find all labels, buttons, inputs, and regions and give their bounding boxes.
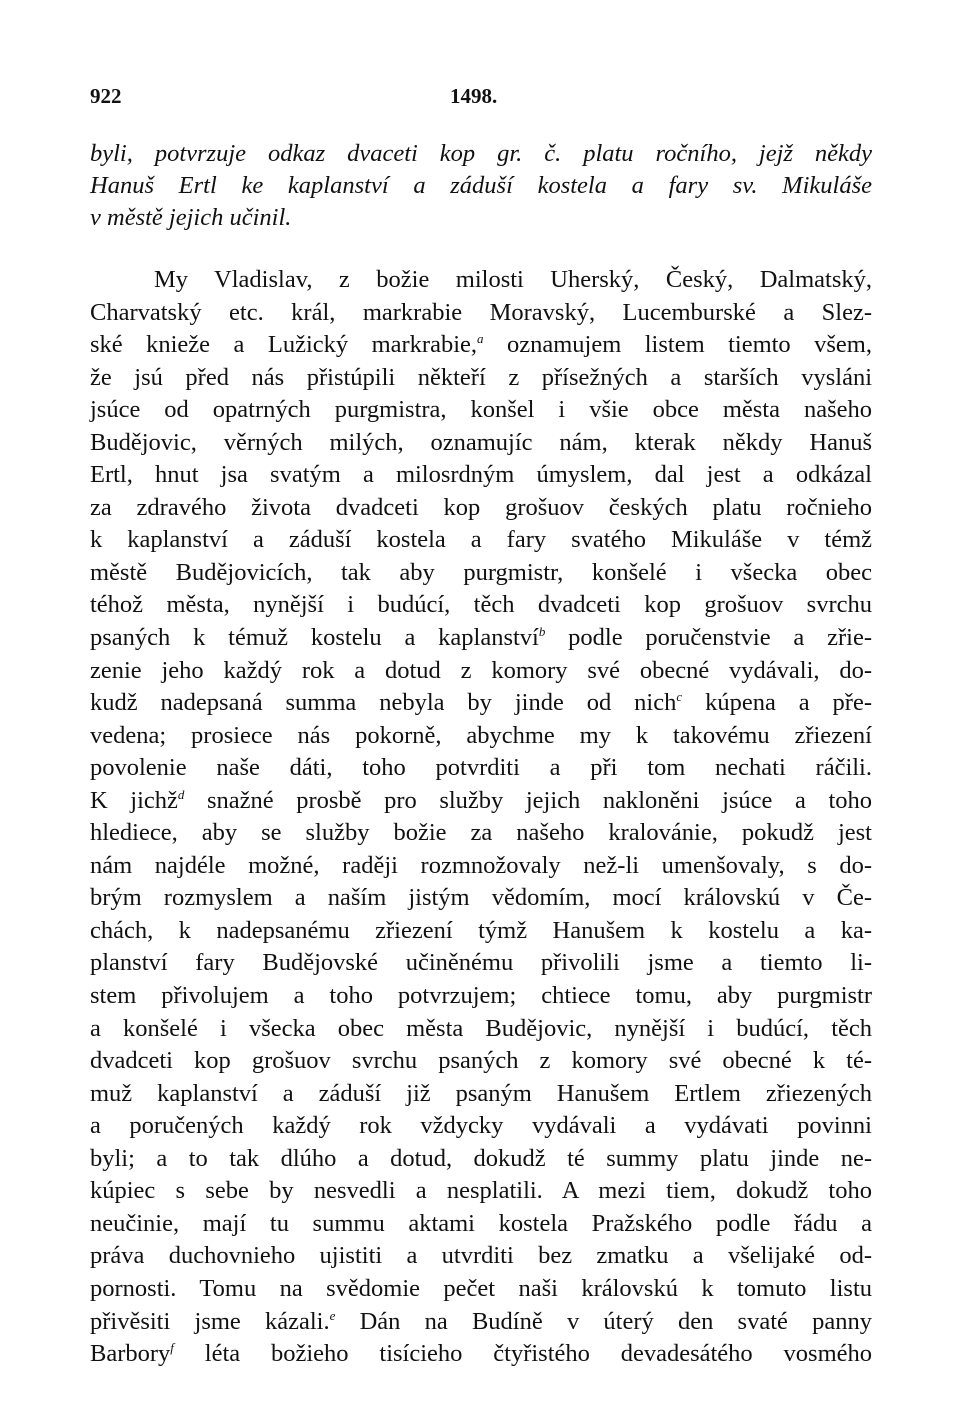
text-line xyxy=(90,459,872,492)
footnote-marker: e xyxy=(329,1307,336,1323)
text-line xyxy=(90,1143,872,1176)
text-line xyxy=(90,1240,872,1273)
text-segment: brým rozmyslem a naším jistým vědomím, mocí královskú v Če- xyxy=(90,884,872,912)
text-segment: pornosti. Tomu na svědomie pečet naši královskú k tomuto listu xyxy=(90,1274,872,1302)
text-line xyxy=(90,1273,872,1306)
text-line xyxy=(90,882,872,915)
text-line xyxy=(90,1045,872,1078)
text-segment: zenie jeho každý rok a dotud z komory své obecné vydávali, do- xyxy=(90,656,872,684)
text-line xyxy=(90,752,872,785)
text-line xyxy=(90,785,872,818)
text-line xyxy=(90,1110,872,1143)
text-line xyxy=(90,264,872,297)
text-segment: Ertl, hnut jsa svatým a milosrdným úmyslem, dal jest a odkázal xyxy=(90,461,872,489)
text-segment: ské knieže a Lužický markrabie, xyxy=(90,331,478,359)
text-segment: stem přivolujem a toho potvrzujem; chtiece tomu, aby purgmistr xyxy=(90,982,872,1010)
text-segment: k kaplanství a záduší kostela a fary svatého Mikuláše v témž xyxy=(90,526,872,554)
text-line xyxy=(90,492,872,525)
book-page xyxy=(90,84,872,1371)
text-segment: My Vladislav, z božie milosti Uherský, Český, Dalmatský, xyxy=(154,266,872,293)
text-line xyxy=(90,687,872,720)
text-segment: kudž nadepsaná summa nebyla by jinde od nich xyxy=(90,689,677,717)
text-segment: oznamujem listem tiemto všem, xyxy=(483,331,872,359)
text-segment: psaných k témuž kostelu a kaplanství xyxy=(90,624,539,652)
text-segment: jsúce od opatrných purgmistra, konšel i všie obce města našeho xyxy=(90,396,872,424)
text-line xyxy=(90,1338,872,1371)
text-segment: kúpiec s sebe by nesvedli a nesplatili. A mezi tiem, dokudž toho xyxy=(90,1177,872,1205)
text-line xyxy=(90,1078,872,1111)
text-segment: téhož města, nynější i budúcí, těch dvadceti kop grošuov svrchu xyxy=(90,591,872,619)
text-line xyxy=(90,362,872,395)
text-line xyxy=(90,915,872,948)
regest-summary xyxy=(90,138,872,234)
text-segment: léta božieho tisícieho čtyřistého devadesátého vosmého xyxy=(173,1340,872,1368)
footnote-marker: f xyxy=(170,1340,174,1356)
text-segment: podle poručenstvie a zřie- xyxy=(545,624,873,652)
text-segment: kúpena a pře- xyxy=(682,689,872,717)
text-line xyxy=(90,980,872,1013)
text-line xyxy=(90,817,872,850)
footnote-marker: b xyxy=(538,624,546,640)
text-segment: Budějovic, věrných milých, oznamujíc nám, kterak někdy Hanuš xyxy=(90,428,872,456)
text-segment: chách, k nadepsanému zřiezení týmž Hanušem k kostelu a ka- xyxy=(90,916,872,944)
text-segment: nám najdéle možné, raději rozmnožovaly než-li umenšovaly, s do- xyxy=(90,851,872,879)
text-line xyxy=(90,524,872,557)
page-header xyxy=(90,84,872,118)
text-segment: planství fary Budějovské učiněnému přivolili jsme a tiemto li- xyxy=(90,949,872,977)
text-segment: Dán na Budíně v úterý den svaté panny xyxy=(335,1307,872,1335)
regest-line: v městě jejich učinil. xyxy=(90,204,292,231)
footnote-marker: c xyxy=(676,689,683,705)
text-line xyxy=(90,720,872,753)
text-segment: Charvatský etc. král, markrabie Moravský, Lucemburské a Slez- xyxy=(90,298,872,326)
text-line xyxy=(90,427,872,460)
text-segment: Barbory xyxy=(90,1340,171,1368)
text-segment: povolenie naše dáti, toho potvrditi a při tom nechati ráčili. xyxy=(90,754,872,782)
text-segment: a konšelé i všecka obec města Budějovic, nynější i budúcí, těch xyxy=(90,1014,872,1042)
text-segment: práva duchovnieho ujistiti a utvrditi bez zmatku a všelijaké od- xyxy=(90,1242,872,1270)
text-line xyxy=(90,297,872,330)
text-segment: a poručených každý rok vždycky vydávali a vydávati povinni xyxy=(90,1112,872,1140)
text-line xyxy=(90,1306,872,1339)
text-segment: hlediece, aby se služby božie za našeho kralovánie, pokudž jest xyxy=(90,819,872,847)
text-line xyxy=(90,622,872,655)
text-line xyxy=(90,589,872,622)
text-segment: byli; a to tak dlúho a dotud, dokudž té summy platu jinde ne- xyxy=(90,1144,872,1172)
text-line xyxy=(90,1013,872,1046)
text-segment: dvadceti kop grošuov svrchu psaných z komory své obecné k té- xyxy=(90,1047,872,1075)
text-line xyxy=(90,394,872,427)
footnote-marker: a xyxy=(477,331,484,347)
text-line xyxy=(90,850,872,883)
text-segment: muž kaplanství a záduší již psaným Hanušem Ertlem zřiezených xyxy=(90,1079,872,1107)
charter-text xyxy=(90,264,872,1371)
regest-line: byli, potvrzuje odkaz dvaceti kop gr. č. platu ročního, jejž někdy xyxy=(90,140,872,167)
text-segment: vedena; prosiece nás pokorně, abychme my k takovému zřiezení xyxy=(90,721,872,749)
footnote-marker: d xyxy=(177,786,185,802)
running-header-year: 1498. xyxy=(450,84,498,108)
text-segment: K jichž xyxy=(90,786,178,814)
text-segment: že jsú před nás přistúpili někteří z přísežných a starších vysláni xyxy=(90,363,872,391)
text-segment: za zdravého života dvadceti kop grošuov českých platu ročnieho xyxy=(90,493,872,521)
text-segment: snažné prosbě pro služby jejich nakloněni jsúce a toho xyxy=(184,786,872,814)
text-segment: městě Budějovicích, tak aby purgmistr, konšelé i všecka obec xyxy=(90,558,872,586)
text-line xyxy=(90,329,872,362)
regest-line: Hanuš Ertl ke kaplanství a záduší kostela a fary sv. Mikuláše xyxy=(90,172,872,199)
text-line xyxy=(90,947,872,980)
text-segment: přivěsiti jsme kázali. xyxy=(90,1307,330,1335)
text-line xyxy=(90,655,872,688)
text-segment: neučinie, mají tu summu aktami kostela Pražského podle řádu a xyxy=(90,1209,872,1237)
page-number: 922 xyxy=(90,84,122,108)
text-line xyxy=(90,1175,872,1208)
text-line xyxy=(90,557,872,590)
text-line xyxy=(90,1208,872,1241)
